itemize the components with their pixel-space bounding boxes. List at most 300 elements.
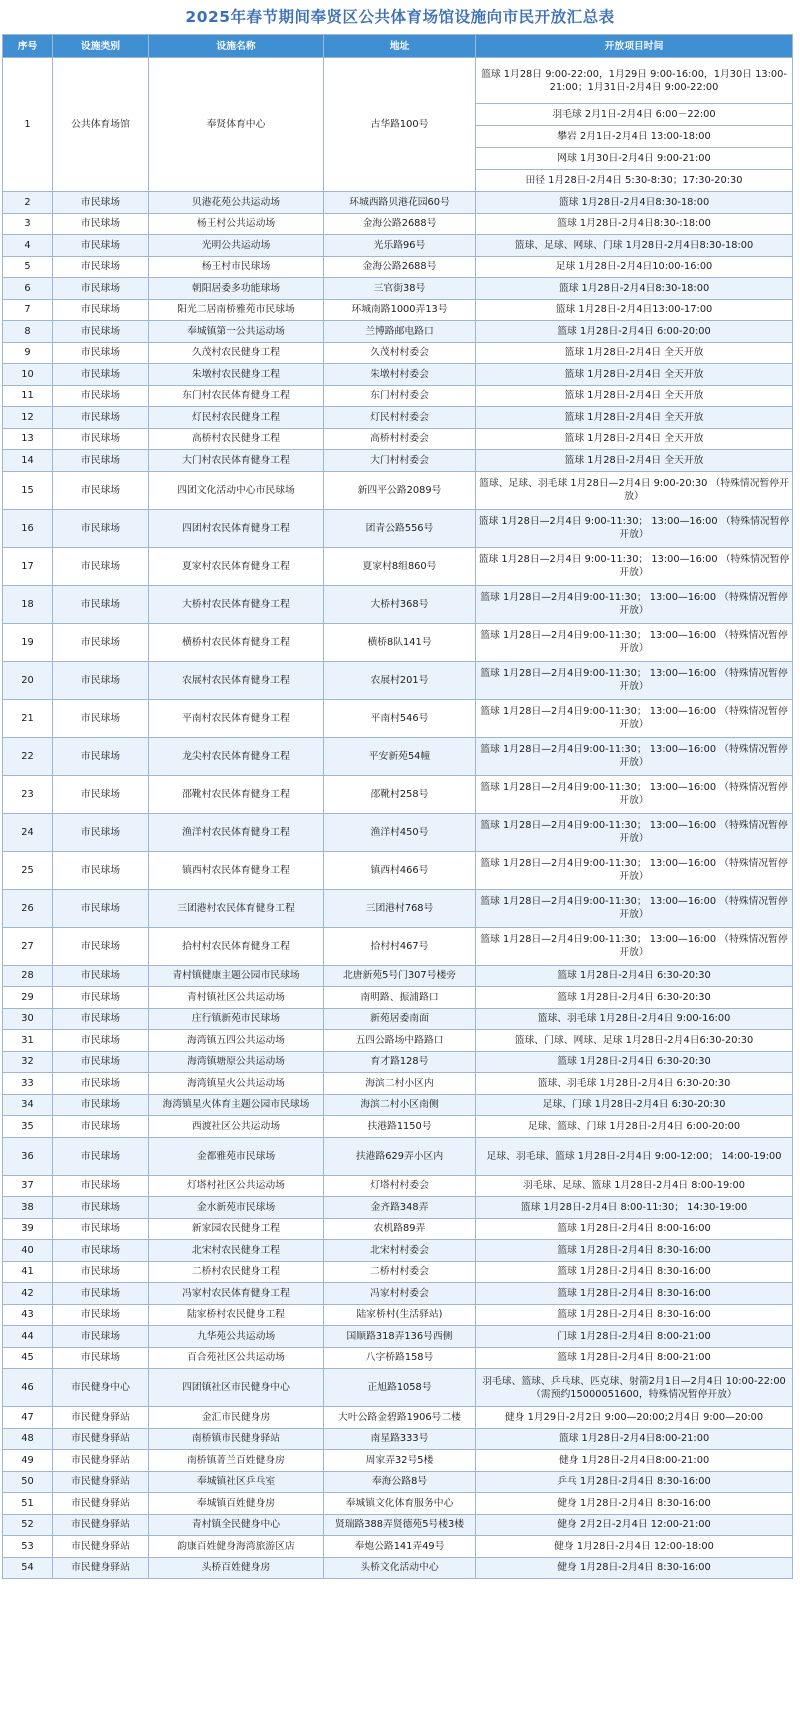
row-no: 2 <box>3 192 53 214</box>
row-schedule: 羽毛球 2月1日-2月4日 6:00－22:00 <box>476 104 793 126</box>
row-address: 三官街38号 <box>324 278 476 300</box>
row-name: 南桥镇市民健身驿站 <box>149 1428 324 1450</box>
row-address: 金海公路2688号 <box>324 213 476 235</box>
row-category: 市民球场 <box>53 364 149 386</box>
row-category: 市民球场 <box>53 1218 149 1240</box>
row-address: 光乐路96号 <box>324 235 476 257</box>
row-schedule: 篮球 1月28日-2月4日 全天开放 <box>476 385 793 407</box>
row-no: 30 <box>3 1008 53 1030</box>
row-category: 市民球场 <box>53 235 149 257</box>
row-address: 大叶公路金碧路1906号二楼 <box>324 1407 476 1429</box>
row-category: 市民球场 <box>53 1261 149 1283</box>
row-no: 14 <box>3 450 53 472</box>
row-address: 朱墩村村委会 <box>324 364 476 386</box>
row-address: 团青公路556号 <box>324 509 476 547</box>
row-address: 北唐新苑5号门307号楼旁 <box>324 965 476 987</box>
row-name: 西渡社区公共运动场 <box>149 1116 324 1138</box>
table-row <box>3 1175 793 1197</box>
row-category: 市民健身驿站 <box>53 1471 149 1493</box>
table-row <box>3 1304 793 1326</box>
row-name: 三团港村农民体育健身工程 <box>149 889 324 927</box>
row-no: 5 <box>3 256 53 278</box>
row-no: 44 <box>3 1326 53 1348</box>
row-category: 市民球场 <box>53 813 149 851</box>
row-category: 市民球场 <box>53 428 149 450</box>
page-title: 2025年春节期间奉贤区公共体育场馆设施向市民开放汇总表 <box>185 8 615 26</box>
row-category: 市民健身驿站 <box>53 1450 149 1472</box>
table-row <box>3 965 793 987</box>
row-category: 市民球场 <box>53 1137 149 1175</box>
row-no: 3 <box>3 213 53 235</box>
row-category: 市民球场 <box>53 1051 149 1073</box>
row-address: 邵靴村258号 <box>324 775 476 813</box>
row-schedule: 羽毛球、篮球、乒乓球、匹克球、射箭2月1日—2月4日 10:00-22:00 （需预约15000051600，特殊情况暂停开放） <box>476 1369 793 1407</box>
row-schedule: 篮球 1月28日—2月4日9:00-11:30； 13:00—16:00 （特殊情况暂停开放） <box>476 851 793 889</box>
row-category: 市民球场 <box>53 1283 149 1305</box>
row-name: 农展村农民体育健身工程 <box>149 661 324 699</box>
row-schedule: 篮球 1月28日-2月4日 6:00-20:00 <box>476 321 793 343</box>
row-address: 横桥8队141号 <box>324 623 476 661</box>
row-address: 平南村546号 <box>324 699 476 737</box>
row-category: 市民球场 <box>53 278 149 300</box>
row-no: 22 <box>3 737 53 775</box>
row-address: 南星路333号 <box>324 1428 476 1450</box>
row-schedule: 篮球 1月28日-2月4日8:30-:18:00 <box>476 213 793 235</box>
row-name: 横桥村农民体育健身工程 <box>149 623 324 661</box>
table-row <box>3 342 793 364</box>
row-name: 灯民村农民健身工程 <box>149 407 324 429</box>
table-row <box>3 585 793 623</box>
row-no: 51 <box>3 1493 53 1515</box>
row-name: 朱墩村农民健身工程 <box>149 364 324 386</box>
row-schedule: 篮球、门球、网球、足球 1月28日-2月4日6:30-20:30 <box>476 1030 793 1052</box>
row-schedule: 足球 1月28日-2月4日10:00-16:00 <box>476 256 793 278</box>
row-no: 40 <box>3 1240 53 1262</box>
table-row <box>3 1536 793 1558</box>
row-no: 24 <box>3 813 53 851</box>
row-name: 大门村农民体育健身工程 <box>149 450 324 472</box>
table-row <box>3 385 793 407</box>
row-address: 新四平公路2089号 <box>324 471 476 509</box>
row-schedule: 篮球 1月28日—2月4日9:00-11:30； 13:00—16:00 （特殊情况暂停开放） <box>476 775 793 813</box>
row-address: 大桥村368号 <box>324 585 476 623</box>
row-no: 42 <box>3 1283 53 1305</box>
row-schedule: 篮球 1月28日-2月4日 6:30-20:30 <box>476 987 793 1009</box>
row-category: 市民球场 <box>53 699 149 737</box>
row-address: 奉城镇文化体育服务中心 <box>324 1493 476 1515</box>
table-row <box>3 471 793 509</box>
row-no: 23 <box>3 775 53 813</box>
row-name: 北宋村农民健身工程 <box>149 1240 324 1262</box>
row-address: 新苑居委南面 <box>324 1008 476 1030</box>
row-category: 市民健身驿站 <box>53 1536 149 1558</box>
row-schedule: 篮球 1月28日-2月4日8:30-18:00 <box>476 278 793 300</box>
row-schedule: 攀岩 2月1日-2月4日 13:00-18:00 <box>476 126 793 148</box>
row-name: 夏家村农民体育健身工程 <box>149 547 324 585</box>
row-schedule: 篮球 1月28日 9:00-22:00，1月29日 9:00-16:00，1月30日 13:00-21:00；1月31日-2月4日 9:00-22:00 <box>476 58 793 104</box>
row-category: 市民球场 <box>53 737 149 775</box>
row-address: 久茂村村委会 <box>324 342 476 364</box>
row-category: 市民健身驿站 <box>53 1514 149 1536</box>
row-category: 市民球场 <box>53 299 149 321</box>
row-no: 28 <box>3 965 53 987</box>
table-row <box>3 1218 793 1240</box>
row-category: 市民球场 <box>53 927 149 965</box>
table-row <box>3 1428 793 1450</box>
row-name: 百合苑社区公共运动场 <box>149 1347 324 1369</box>
row-category: 市民球场 <box>53 509 149 547</box>
table-row <box>3 987 793 1009</box>
row-category: 市民球场 <box>53 987 149 1009</box>
row-no: 26 <box>3 889 53 927</box>
row-address: 育才路128号 <box>324 1051 476 1073</box>
row-no: 41 <box>3 1261 53 1283</box>
row-no: 20 <box>3 661 53 699</box>
row-address: 平安新苑54幢 <box>324 737 476 775</box>
row-schedule: 篮球、足球、网球、门球 1月28日-2月4日8:30-18:00 <box>476 235 793 257</box>
row-category: 市民球场 <box>53 1073 149 1095</box>
row-name: 奉城镇百姓健身房 <box>149 1493 324 1515</box>
row-schedule: 田径 1月28日-2月4日 5:30-8:30；17:30-20:30 <box>476 170 793 192</box>
row-schedule: 足球、门球 1月28日-2月4日 6:30-20:30 <box>476 1094 793 1116</box>
row-address: 海滨二村小区南侧 <box>324 1094 476 1116</box>
row-schedule: 门球 1月28日-2月4日 8:00-21:00 <box>476 1326 793 1348</box>
row-no: 49 <box>3 1450 53 1472</box>
row-schedule: 篮球 1月28日-2月4日8:00-21:00 <box>476 1428 793 1450</box>
row-no: 33 <box>3 1073 53 1095</box>
table-row <box>3 364 793 386</box>
row-name: 朝阳居委多功能球场 <box>149 278 324 300</box>
row-category: 市民球场 <box>53 1347 149 1369</box>
table-row <box>3 509 793 547</box>
row-name: 陆家桥村农民健身工程 <box>149 1304 324 1326</box>
row-no: 8 <box>3 321 53 343</box>
row-name: 邵靴村农民体育健身工程 <box>149 775 324 813</box>
table-row <box>3 428 793 450</box>
row-address: 北宋村村委会 <box>324 1240 476 1262</box>
row-name: 海湾镇塘原公共运动场 <box>149 1051 324 1073</box>
row-no: 39 <box>3 1218 53 1240</box>
row-schedule: 篮球 1月28日—2月4日9:00-11:30； 13:00—16:00 （特殊情况暂停开放） <box>476 585 793 623</box>
row-address: 扶港路629弄小区内 <box>324 1137 476 1175</box>
table-row <box>3 699 793 737</box>
table-row <box>3 407 793 429</box>
row-name: 青村镇全民健身中心 <box>149 1514 324 1536</box>
row-category: 市民健身中心 <box>53 1369 149 1407</box>
row-name: 金都雅苑市民球场 <box>149 1137 324 1175</box>
row-category: 市民球场 <box>53 192 149 214</box>
row-name: 龙尖村农民体育健身工程 <box>149 737 324 775</box>
row-address: 奉炮公路141弄49号 <box>324 1536 476 1558</box>
table-row <box>3 1030 793 1052</box>
row-name: 渔洋村农民体育健身工程 <box>149 813 324 851</box>
row-no: 32 <box>3 1051 53 1073</box>
row-category: 市民球场 <box>53 851 149 889</box>
row-address: 贤瑞路388弄贤德苑5号楼3楼 <box>324 1514 476 1536</box>
row-name: 奉贤体育中心 <box>149 58 324 192</box>
table-row <box>3 1347 793 1369</box>
table-row <box>3 192 793 214</box>
row-schedule: 健身 1月28日-2月4日8:00-21:00 <box>476 1450 793 1472</box>
row-name: 九华苑公共运动场 <box>149 1326 324 1348</box>
row-schedule: 健身 1月28日-2月4日 8:30-16:00 <box>476 1493 793 1515</box>
row-schedule: 篮球 1月28日-2月4日 8:30-16:00 <box>476 1240 793 1262</box>
row-name: 贝港花苑公共运动场 <box>149 192 324 214</box>
row-schedule: 篮球 1月28日—2月4日9:00-11:30； 13:00—16:00 （特殊情况暂停开放） <box>476 623 793 661</box>
row-address: 古华路100号 <box>324 58 476 192</box>
row-category: 市民球场 <box>53 1116 149 1138</box>
row-category: 市民健身驿站 <box>53 1557 149 1579</box>
row-name: 光明公共运动场 <box>149 235 324 257</box>
row-address: 兰博路邮电路口 <box>324 321 476 343</box>
row-name: 杨王村市民球场 <box>149 256 324 278</box>
row-schedule: 篮球 1月28日-2月4日 全天开放 <box>476 428 793 450</box>
row-address: 正旭路1058号 <box>324 1369 476 1407</box>
row-name: 灯塔村社区公共运动场 <box>149 1175 324 1197</box>
row-schedule: 健身 1月28日-2月4日 8:30-16:00 <box>476 1557 793 1579</box>
row-schedule: 篮球 1月28日-2月4日 8:00-21:00 <box>476 1347 793 1369</box>
row-address: 三团港村768号 <box>324 889 476 927</box>
row-category: 市民球场 <box>53 1175 149 1197</box>
row-no: 52 <box>3 1514 53 1536</box>
row-category: 市民健身驿站 <box>53 1493 149 1515</box>
row-address: 南明路、振浦路口 <box>324 987 476 1009</box>
row-schedule: 篮球 1月28日-2月4日 全天开放 <box>476 450 793 472</box>
facility-table <box>2 34 793 1579</box>
row-no: 6 <box>3 278 53 300</box>
row-name: 头桥百姓健身房 <box>149 1557 324 1579</box>
row-no: 36 <box>3 1137 53 1175</box>
table-row <box>3 1514 793 1536</box>
row-schedule: 篮球 1月28日-2月4日 6:30-20:30 <box>476 1051 793 1073</box>
header-name: 设施名称 <box>149 35 324 58</box>
row-address: 渔洋村450号 <box>324 813 476 851</box>
row-no: 25 <box>3 851 53 889</box>
table-row <box>3 1407 793 1429</box>
row-address: 高桥村村委会 <box>324 428 476 450</box>
table-row <box>3 851 793 889</box>
header-category: 设施类别 <box>53 35 149 58</box>
row-name: 海湾镇星火公共运动场 <box>149 1073 324 1095</box>
row-category: 市民球场 <box>53 547 149 585</box>
table-row <box>3 1493 793 1515</box>
table-row <box>3 299 793 321</box>
row-no: 16 <box>3 509 53 547</box>
row-address: 拾村村467号 <box>324 927 476 965</box>
row-no: 35 <box>3 1116 53 1138</box>
row-category: 市民球场 <box>53 450 149 472</box>
row-name: 南桥镇菁兰百姓健身房 <box>149 1450 324 1472</box>
row-no: 11 <box>3 385 53 407</box>
table-row <box>3 1471 793 1493</box>
row-name: 奉城镇社区乒乓室 <box>149 1471 324 1493</box>
row-address: 灯塔村村委会 <box>324 1175 476 1197</box>
row-no: 18 <box>3 585 53 623</box>
table-row <box>3 737 793 775</box>
row-schedule: 网球 1月30日-2月4日 9:00-21:00 <box>476 148 793 170</box>
row-name: 韵康百姓健身海湾旅游区店 <box>149 1536 324 1558</box>
row-schedule: 健身 1月28日-2月4日 12:00-18:00 <box>476 1536 793 1558</box>
row-name: 拾村村农民体育健身工程 <box>149 927 324 965</box>
row-schedule: 篮球 1月28日—2月4日9:00-11:30； 13:00—16:00 （特殊情况暂停开放） <box>476 661 793 699</box>
table-row <box>3 547 793 585</box>
row-name: 镇西村农民体育健身工程 <box>149 851 324 889</box>
table-row <box>3 1094 793 1116</box>
row-no: 13 <box>3 428 53 450</box>
row-schedule: 篮球 1月28日-2月4日 8:00-16:00 <box>476 1218 793 1240</box>
row-no: 48 <box>3 1428 53 1450</box>
row-schedule: 篮球 1月28日-2月4日8:30-18:00 <box>476 192 793 214</box>
row-address: 头桥文化活动中心 <box>324 1557 476 1579</box>
row-name: 新家园农民健身工程 <box>149 1218 324 1240</box>
row-name: 庄行镇新苑市民球场 <box>149 1008 324 1030</box>
table-row <box>3 813 793 851</box>
row-category: 市民球场 <box>53 775 149 813</box>
row-address: 大门村村委会 <box>324 450 476 472</box>
row-category: 市民球场 <box>53 889 149 927</box>
row-schedule: 足球、羽毛球、篮球 1月28日-2月4日 9:00-12:00； 14:00-19:00 <box>476 1137 793 1175</box>
row-name: 杨王村公共运动场 <box>149 213 324 235</box>
row-address: 海滨二村小区内 <box>324 1073 476 1095</box>
row-name: 高桥村农民健身工程 <box>149 428 324 450</box>
row-schedule: 篮球 1月28日-2月4日 8:30-16:00 <box>476 1261 793 1283</box>
row-address: 灯民村村委会 <box>324 407 476 429</box>
table-row <box>3 1261 793 1283</box>
row-category: 市民球场 <box>53 1094 149 1116</box>
row-schedule: 足球、篮球、门球 1月28日-2月4日 6:00-20:00 <box>476 1116 793 1138</box>
row-no: 53 <box>3 1536 53 1558</box>
row-no: 15 <box>3 471 53 509</box>
row-name: 四团文化活动中心市民球场 <box>149 471 324 509</box>
table-row <box>3 235 793 257</box>
row-address: 五四公路场中路路口 <box>324 1030 476 1052</box>
row-no: 27 <box>3 927 53 965</box>
row-schedule: 篮球、羽毛球 1月28日-2月4日 9:00-16:00 <box>476 1008 793 1030</box>
row-category: 市民球场 <box>53 661 149 699</box>
row-category: 市民球场 <box>53 1030 149 1052</box>
row-name: 海湾镇星火体育主题公园市民球场 <box>149 1094 324 1116</box>
row-name: 大桥村农民体育健身工程 <box>149 585 324 623</box>
row-no: 54 <box>3 1557 53 1579</box>
row-category: 市民球场 <box>53 1304 149 1326</box>
table-row <box>3 889 793 927</box>
row-name: 青村镇社区公共运动场 <box>149 987 324 1009</box>
row-no: 37 <box>3 1175 53 1197</box>
row-schedule: 乒乓 1月28日-2月4日 8:30-16:00 <box>476 1471 793 1493</box>
row-category: 市民球场 <box>53 321 149 343</box>
row-schedule: 篮球 1月28日-2月4日13:00-17:00 <box>476 299 793 321</box>
row-schedule: 篮球 1月28日-2月4日 全天开放 <box>476 407 793 429</box>
table-row <box>3 1073 793 1095</box>
row-address: 东门村村委会 <box>324 385 476 407</box>
header-schedule: 开放项目时间 <box>476 35 793 58</box>
row-address: 奉海公路8号 <box>324 1471 476 1493</box>
row-no: 29 <box>3 987 53 1009</box>
row-name: 金汇市民健身房 <box>149 1407 324 1429</box>
row-schedule: 健身 2月2日-2月4日 12:00-21:00 <box>476 1514 793 1536</box>
row-address: 冯家村村委会 <box>324 1283 476 1305</box>
row-category: 公共体育场馆 <box>53 58 149 192</box>
row-schedule: 篮球 1月28日-2月4日 全天开放 <box>476 342 793 364</box>
row-no: 45 <box>3 1347 53 1369</box>
row-category: 市民球场 <box>53 213 149 235</box>
row-schedule: 篮球 1月28日-2月4日 6:30-20:30 <box>476 965 793 987</box>
row-address: 环城南路1000弄13号 <box>324 299 476 321</box>
row-address: 金齐路348弄 <box>324 1197 476 1219</box>
row-category: 市民球场 <box>53 342 149 364</box>
table-row <box>3 1116 793 1138</box>
table-row <box>3 927 793 965</box>
row-category: 市民球场 <box>53 585 149 623</box>
row-category: 市民球场 <box>53 256 149 278</box>
row-name: 平南村农民体育健身工程 <box>149 699 324 737</box>
table-row <box>3 1557 793 1579</box>
row-no: 17 <box>3 547 53 585</box>
row-category: 市民球场 <box>53 965 149 987</box>
row-no: 9 <box>3 342 53 364</box>
row-schedule: 篮球 1月28日—2月4日 9:00-11:30； 13:00—16:00 （特殊情况暂停开放） <box>476 509 793 547</box>
row-name: 金水新苑市民球场 <box>149 1197 324 1219</box>
row-name: 青村镇健康主题公园市民球场 <box>149 965 324 987</box>
row-no: 19 <box>3 623 53 661</box>
row-name: 冯家村农民体育健身工程 <box>149 1283 324 1305</box>
row-schedule: 篮球、羽毛球 1月28日-2月4日 6:30-20:30 <box>476 1073 793 1095</box>
table-row <box>3 775 793 813</box>
row-no: 46 <box>3 1369 53 1407</box>
row-category: 市民球场 <box>53 385 149 407</box>
header-no: 序号 <box>3 35 53 58</box>
row-address: 周家弄32号5楼 <box>324 1450 476 1472</box>
row-address: 八字桥路158号 <box>324 1347 476 1369</box>
row-schedule: 健身 1月29日-2月2日 9:00—20:00;2月4日 9:00—20:00 <box>476 1407 793 1429</box>
row-schedule: 篮球 1月28日—2月4日9:00-11:30； 13:00—16:00 （特殊情况暂停开放） <box>476 889 793 927</box>
table-row <box>3 1137 793 1175</box>
row-category: 市民球场 <box>53 1008 149 1030</box>
row-no: 1 <box>3 58 53 192</box>
row-no: 34 <box>3 1094 53 1116</box>
row-address: 农展村201号 <box>324 661 476 699</box>
table-row <box>3 1326 793 1348</box>
row-category: 市民球场 <box>53 623 149 661</box>
table-row <box>3 1450 793 1472</box>
row-schedule: 篮球 1月28日—2月4日9:00-11:30； 13:00—16:00 （特殊情况暂停开放） <box>476 927 793 965</box>
row-category: 市民健身驿站 <box>53 1428 149 1450</box>
row-name: 四团镇社区市民健身中心 <box>149 1369 324 1407</box>
row-schedule: 篮球 1月28日—2月4日 9:00-11:30； 13:00—16:00 （特殊情况暂停开放） <box>476 547 793 585</box>
row-schedule: 篮球 1月28日—2月4日9:00-11:30； 13:00—16:00 （特殊情况暂停开放） <box>476 699 793 737</box>
table-row <box>3 278 793 300</box>
table-row <box>3 661 793 699</box>
row-name: 阳光二居南桥雅苑市民球场 <box>149 299 324 321</box>
header-address: 地址 <box>324 35 476 58</box>
row-name: 四团村农民体育健身工程 <box>149 509 324 547</box>
row-address: 镇西村466号 <box>324 851 476 889</box>
row-no: 12 <box>3 407 53 429</box>
row-schedule: 羽毛球、足球、篮球 1月28日-2月4日 8:00-19:00 <box>476 1175 793 1197</box>
row-schedule: 篮球 1月28日-2月4日 全天开放 <box>476 364 793 386</box>
table-row <box>3 1240 793 1262</box>
row-name: 东门村农民体育健身工程 <box>149 385 324 407</box>
header-row <box>3 35 793 58</box>
row-no: 4 <box>3 235 53 257</box>
row-no: 7 <box>3 299 53 321</box>
table-row <box>3 58 793 104</box>
row-name: 二桥村农民健身工程 <box>149 1261 324 1283</box>
row-schedule: 篮球 1月28日-2月4日 8:30-16:00 <box>476 1304 793 1326</box>
row-address: 国顺路318弄136号西侧 <box>324 1326 476 1348</box>
row-no: 31 <box>3 1030 53 1052</box>
row-no: 50 <box>3 1471 53 1493</box>
